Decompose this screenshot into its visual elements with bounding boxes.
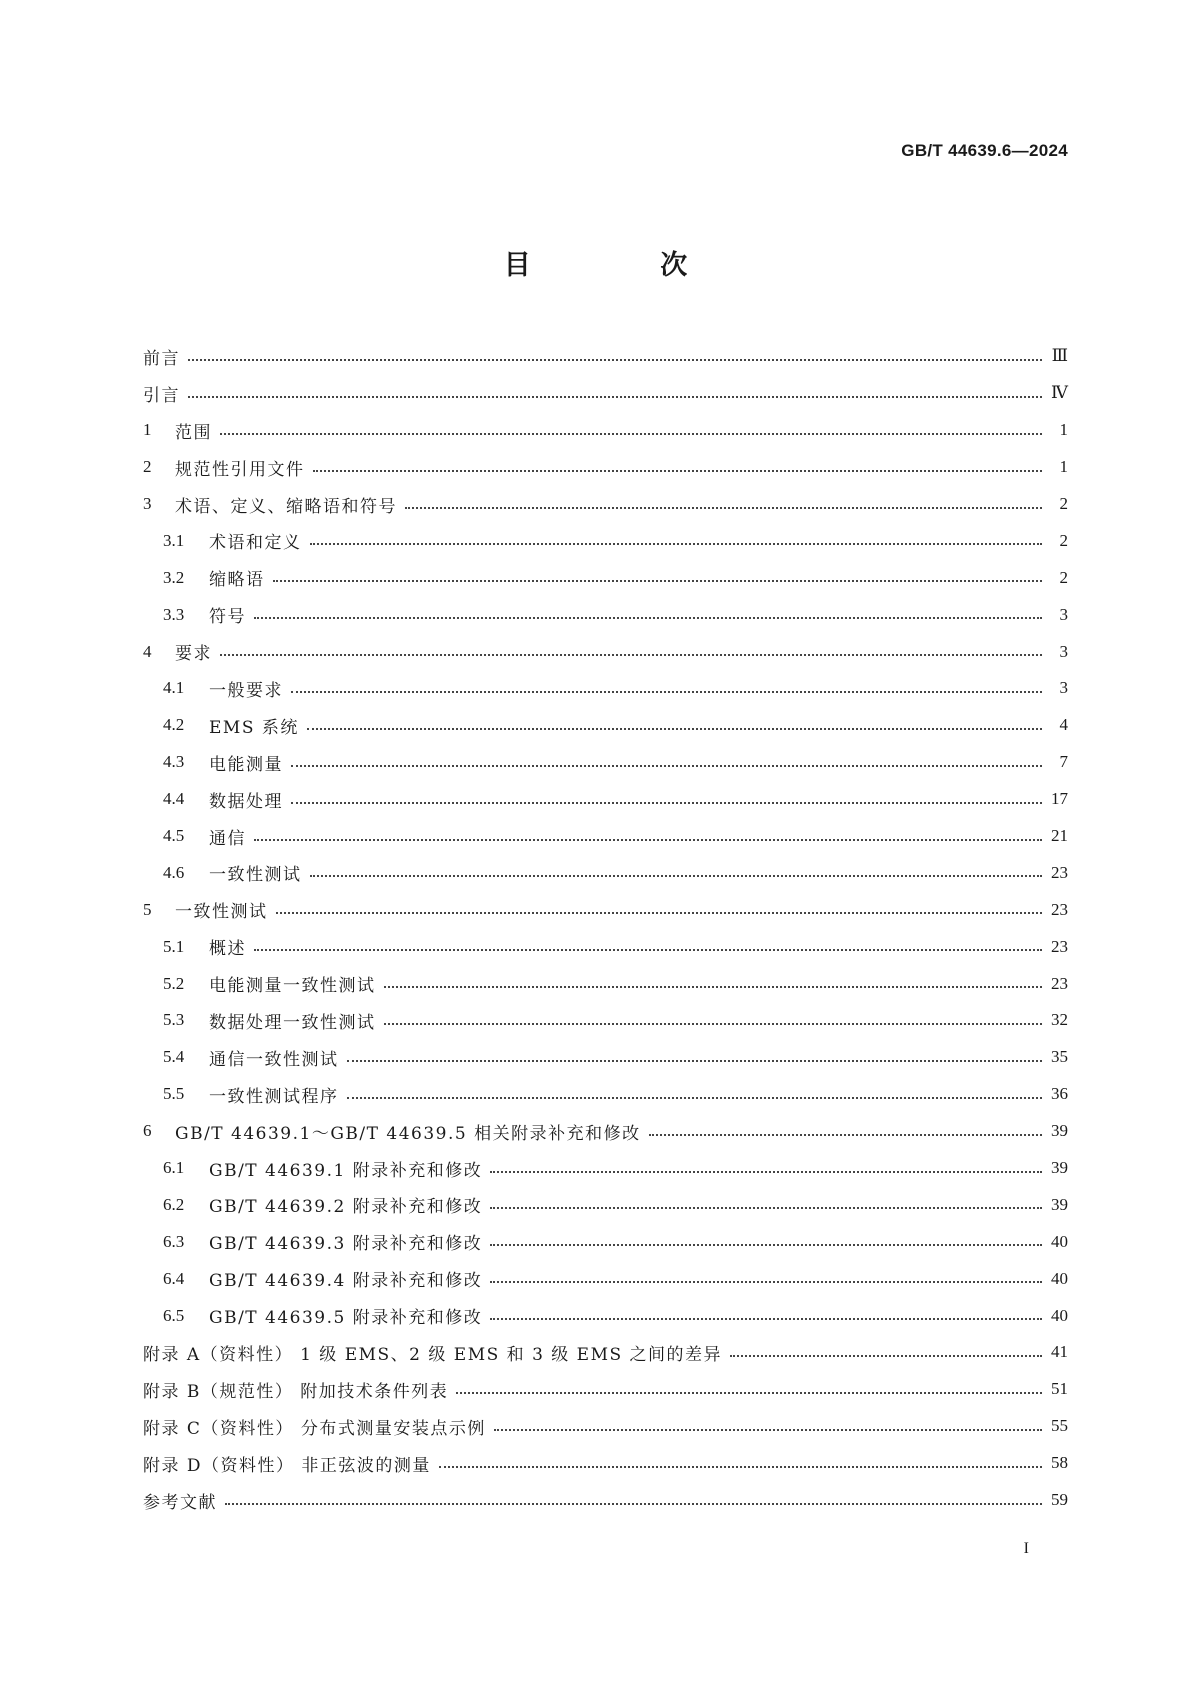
dot-leader bbox=[273, 579, 1043, 582]
dot-leader bbox=[347, 1059, 1043, 1062]
toc-entry-label: GB/T 44639.3 附录补充和修改 bbox=[209, 1234, 483, 1255]
dot-leader bbox=[490, 1243, 1042, 1246]
toc-entry-number: 6.2 bbox=[163, 1194, 185, 1214]
toc-entry-page: 2 bbox=[1059, 494, 1068, 513]
toc-entry-page: Ⅳ bbox=[1051, 383, 1068, 403]
toc-entry[interactable] bbox=[143, 633, 1068, 670]
dot-leader bbox=[730, 1354, 1042, 1357]
toc-entry-page: 40 bbox=[1051, 1231, 1068, 1251]
toc-entry[interactable] bbox=[143, 1186, 1068, 1223]
toc-entry-label: 电能测量一致性测试 bbox=[209, 976, 376, 997]
toc-entry-page: Ⅲ bbox=[1051, 346, 1068, 366]
toc-entry[interactable] bbox=[143, 1408, 1068, 1445]
dot-leader bbox=[291, 801, 1042, 804]
toc-entry[interactable] bbox=[143, 522, 1068, 559]
toc-entry-label: GB/T 44639.4 附录补充和修改 bbox=[209, 1271, 483, 1292]
toc-entry[interactable] bbox=[143, 1150, 1068, 1187]
toc-entry-label: 通信 bbox=[209, 828, 246, 849]
toc-entry[interactable] bbox=[143, 1482, 1068, 1519]
toc-entry-page: 39 bbox=[1051, 1121, 1068, 1141]
toc-entry-label: 附录 B（规范性） 附加技术条件列表 bbox=[143, 1381, 449, 1402]
toc-entry-label: 数据处理 bbox=[209, 791, 283, 812]
toc-entry-number: 3.1 bbox=[163, 530, 185, 550]
toc-entry-label: 附录 A（资料性） 1 级 EMS、2 级 EMS 和 3 级 EMS 之间的差异 bbox=[143, 1344, 723, 1365]
toc-entry-label: 电能测量 bbox=[209, 754, 283, 775]
toc-entry-label: 一致性测试 bbox=[175, 902, 268, 923]
toc-entry-number: 4.4 bbox=[163, 789, 185, 809]
toc-entry-number: 3 bbox=[143, 494, 152, 513]
toc-entry[interactable] bbox=[143, 1223, 1068, 1260]
toc-entry-page: 7 bbox=[1059, 752, 1068, 772]
dot-leader bbox=[220, 432, 1042, 435]
toc-entry-page: 3 bbox=[1059, 641, 1068, 661]
toc-entry-number: 6.4 bbox=[163, 1268, 185, 1288]
toc-entry[interactable] bbox=[143, 449, 1068, 486]
dot-leader bbox=[494, 1428, 1042, 1431]
toc-entry-label: GB/T 44639.5 附录补充和修改 bbox=[209, 1308, 483, 1329]
toc-entry-page: 39 bbox=[1051, 1194, 1068, 1214]
dot-leader bbox=[188, 395, 1042, 398]
toc-entry-label: GB/T 44639.1～GB/T 44639.5 相关附录补充和修改 bbox=[175, 1123, 641, 1144]
dot-leader bbox=[439, 1465, 1042, 1468]
toc-entry[interactable] bbox=[143, 375, 1068, 412]
toc-entry-page: 58 bbox=[1051, 1453, 1068, 1473]
dot-leader bbox=[310, 874, 1043, 877]
dot-leader bbox=[347, 1096, 1043, 1099]
toc-entry[interactable] bbox=[143, 707, 1068, 744]
toc-entry-label: 附录 C（资料性） 分布式测量安装点示例 bbox=[143, 1418, 486, 1439]
toc-entry[interactable] bbox=[143, 1076, 1068, 1113]
dot-leader bbox=[220, 653, 1042, 656]
toc-entry-number: 4.2 bbox=[163, 715, 185, 735]
dot-leader bbox=[490, 1317, 1042, 1320]
toc-entry[interactable] bbox=[143, 965, 1068, 1002]
toc-entry-page: 59 bbox=[1051, 1490, 1068, 1510]
toc-entry-page: 51 bbox=[1051, 1379, 1068, 1399]
standard-number: GB/T 44639.6—2024 bbox=[901, 141, 1068, 160]
toc-entry-label: 附录 D（资料性） 非正弦波的测量 bbox=[143, 1455, 431, 1476]
toc-entry[interactable] bbox=[143, 1445, 1068, 1482]
toc-entry-number: 6.3 bbox=[163, 1231, 185, 1251]
page-title: 目 次 bbox=[503, 250, 748, 281]
toc-entry[interactable] bbox=[143, 891, 1068, 928]
toc-entry-number: 5.5 bbox=[163, 1084, 185, 1104]
toc-entry-page: 39 bbox=[1051, 1158, 1068, 1178]
toc-entry-number: 3.2 bbox=[163, 567, 185, 587]
toc-entry[interactable] bbox=[143, 744, 1068, 781]
dot-leader bbox=[276, 911, 1043, 914]
toc-entry-number: 5 bbox=[143, 899, 152, 919]
toc-entry-label: GB/T 44639.2 附录补充和修改 bbox=[209, 1197, 483, 1218]
toc-entry[interactable] bbox=[143, 854, 1068, 891]
toc-entry-page: 4 bbox=[1059, 715, 1068, 735]
toc-entry-label: 规范性引用文件 bbox=[175, 459, 305, 480]
toc-entry-number: 6.5 bbox=[163, 1305, 185, 1325]
dot-leader bbox=[254, 948, 1042, 951]
toc-entry-label: 范围 bbox=[175, 422, 212, 443]
toc-entry-number: 4.5 bbox=[163, 826, 185, 846]
toc-entry[interactable] bbox=[143, 1039, 1068, 1076]
toc-entry-page: 23 bbox=[1051, 862, 1068, 882]
toc-entry-label: 参考文献 bbox=[143, 1492, 217, 1513]
dot-leader bbox=[307, 727, 1042, 730]
toc-entry-number: 4.1 bbox=[163, 678, 185, 698]
toc-entry[interactable] bbox=[143, 1334, 1068, 1371]
toc-entry-page: 1 bbox=[1059, 457, 1068, 477]
dot-leader bbox=[405, 506, 1042, 509]
toc-entry-number: 5.3 bbox=[163, 1010, 185, 1030]
toc-entry-number: 1 bbox=[143, 420, 152, 440]
toc-entry[interactable] bbox=[143, 1113, 1068, 1150]
toc-entry-label: 要求 bbox=[175, 644, 212, 665]
toc-entry-page: 36 bbox=[1051, 1084, 1068, 1104]
toc-entry[interactable] bbox=[143, 1002, 1068, 1039]
toc-entry-number: 5.2 bbox=[163, 973, 185, 993]
dot-leader bbox=[291, 764, 1042, 767]
toc-entry-page: 2 bbox=[1059, 530, 1068, 550]
toc-entry-label: 缩略语 bbox=[209, 570, 265, 591]
toc-entry[interactable] bbox=[143, 596, 1068, 633]
toc-entry-label: 术语、定义、缩略语和符号 bbox=[175, 496, 397, 517]
dot-leader bbox=[313, 469, 1043, 472]
toc-entry-page: 3 bbox=[1059, 678, 1068, 698]
toc-entry-page: 1 bbox=[1059, 420, 1068, 440]
toc-entry-page: 40 bbox=[1051, 1268, 1068, 1288]
toc-entry-label: 术语和定义 bbox=[209, 533, 302, 554]
toc-entry[interactable] bbox=[143, 559, 1068, 596]
toc-entry-page: 23 bbox=[1051, 973, 1068, 993]
dot-leader bbox=[649, 1133, 1042, 1136]
toc-entry[interactable] bbox=[143, 338, 1068, 375]
toc-entry-page: 23 bbox=[1051, 936, 1068, 956]
toc-entry-number: 5.4 bbox=[163, 1047, 185, 1067]
dot-leader bbox=[456, 1391, 1042, 1394]
toc-entry-page: 55 bbox=[1051, 1416, 1068, 1436]
dot-leader bbox=[384, 1022, 1043, 1025]
toc-entry-label: 数据处理一致性测试 bbox=[209, 1012, 376, 1033]
toc-entry-page: 32 bbox=[1051, 1010, 1068, 1030]
toc-entry-number: 4 bbox=[143, 641, 152, 661]
toc-entry[interactable] bbox=[143, 928, 1068, 965]
dot-leader bbox=[490, 1280, 1042, 1283]
toc-entry-page: 3 bbox=[1059, 604, 1068, 624]
toc-entry-label: GB/T 44639.1 附录补充和修改 bbox=[209, 1160, 483, 1181]
toc-entry-number: 4.3 bbox=[163, 752, 185, 772]
dot-leader bbox=[188, 358, 1042, 361]
dot-leader bbox=[490, 1206, 1042, 1209]
toc-entry-label: 概述 bbox=[209, 939, 246, 960]
dot-leader bbox=[254, 616, 1042, 619]
toc-entry-number: 5.1 bbox=[163, 936, 185, 956]
table-of-contents bbox=[143, 338, 1068, 1519]
toc-entry-label: 通信一致性测试 bbox=[209, 1049, 339, 1070]
toc-entry-page: 40 bbox=[1051, 1305, 1068, 1325]
dot-leader bbox=[384, 985, 1043, 988]
toc-entry-page: 41 bbox=[1051, 1342, 1068, 1362]
toc-entry[interactable] bbox=[143, 1371, 1068, 1408]
toc-entry[interactable] bbox=[143, 670, 1068, 707]
toc-entry-page: 17 bbox=[1051, 789, 1068, 809]
dot-leader bbox=[254, 838, 1042, 841]
toc-entry-page: 23 bbox=[1051, 899, 1068, 919]
toc-entry[interactable] bbox=[143, 486, 1068, 523]
toc-entry[interactable] bbox=[143, 412, 1068, 449]
toc-entry[interactable] bbox=[143, 781, 1068, 818]
toc-entry-label: 前言 bbox=[143, 348, 180, 369]
toc-entry-label: 一致性测试 bbox=[209, 865, 302, 886]
toc-entry-number: 6.1 bbox=[163, 1158, 185, 1178]
toc-entry-number: 3.3 bbox=[163, 604, 185, 624]
page-number: I bbox=[1023, 1540, 1029, 1557]
toc-entry[interactable] bbox=[143, 1260, 1068, 1297]
toc-entry-page: 2 bbox=[1059, 567, 1068, 587]
dot-leader bbox=[490, 1170, 1042, 1173]
dot-leader bbox=[310, 542, 1043, 545]
toc-entry-label: 一致性测试程序 bbox=[209, 1086, 339, 1107]
toc-entry-label: 一般要求 bbox=[209, 680, 283, 701]
toc-entry-label: 引言 bbox=[143, 385, 180, 406]
toc-entry-page: 21 bbox=[1051, 826, 1068, 846]
dot-leader bbox=[291, 690, 1042, 693]
toc-entry-page: 35 bbox=[1051, 1047, 1068, 1067]
toc-entry-label: 符号 bbox=[209, 607, 246, 628]
toc-entry-number: 4.6 bbox=[163, 862, 185, 882]
dot-leader bbox=[225, 1502, 1042, 1505]
toc-entry-number: 2 bbox=[143, 457, 152, 477]
toc-entry[interactable] bbox=[143, 818, 1068, 855]
toc-entry-label: EMS 系统 bbox=[209, 717, 299, 738]
toc-entry-number: 6 bbox=[143, 1121, 152, 1141]
toc-entry[interactable] bbox=[143, 1297, 1068, 1334]
